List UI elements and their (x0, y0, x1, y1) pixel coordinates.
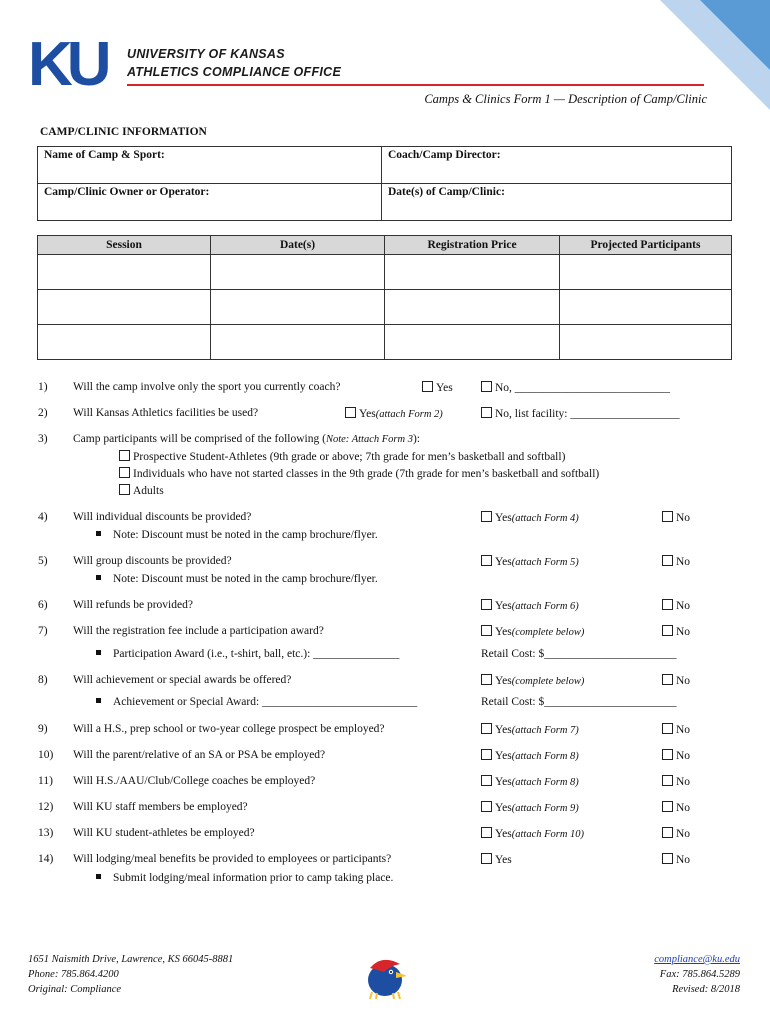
header-divider (127, 84, 704, 86)
q12-no-checkbox[interactable]: No (662, 801, 690, 814)
footer-fax: Fax: 785.864.5289 (659, 969, 740, 980)
q2-no-checkbox[interactable]: No, list facility: ___________________ (481, 407, 680, 420)
q14-yes-checkbox[interactable]: Yes (481, 853, 512, 866)
q7-yes-checkbox[interactable]: Yes(complete below) (481, 625, 584, 638)
camp-info-heading: CAMP/CLINIC INFORMATION (40, 126, 207, 138)
owner-field[interactable]: Camp/Clinic Owner or Operator: (38, 184, 382, 221)
table-row (38, 290, 732, 325)
q10-yes-checkbox[interactable]: Yes(attach Form 8) (481, 749, 579, 762)
q8-no-checkbox[interactable]: No (662, 674, 690, 687)
q13-no-checkbox[interactable]: No (662, 827, 690, 840)
footer-right (654, 952, 740, 997)
q7-award-field[interactable]: Participation Award (i.e., t-shirt, ball, etc.): _______________ (96, 648, 399, 660)
q12-yes-checkbox[interactable]: Yes(attach Form 9) (481, 801, 579, 814)
q11-no-checkbox[interactable]: No (662, 775, 690, 788)
q4-no-checkbox[interactable]: No (662, 511, 690, 524)
table-row (38, 255, 732, 290)
q9-yes-checkbox[interactable]: Yes(attach Form 7) (481, 723, 579, 736)
footer-address: 1651 Naismith Drive, Lawrence, KS 66045-8881 (28, 954, 234, 965)
footer-left (28, 952, 233, 997)
q14-no-checkbox[interactable]: No (662, 853, 690, 866)
jayhawk-mascot-icon (360, 954, 410, 1000)
session-table (37, 235, 732, 360)
q5-yes-checkbox[interactable]: Yes(attach Form 5) (481, 555, 579, 568)
ku-logo: KU (28, 30, 106, 99)
q1-no-checkbox[interactable]: No, ___________________________ (481, 381, 670, 394)
q9-no-checkbox[interactable]: No (662, 723, 690, 736)
q4-yes-checkbox[interactable]: Yes(attach Form 4) (481, 511, 579, 524)
q10-no-checkbox[interactable]: No (662, 749, 690, 762)
q1-yes-checkbox[interactable]: Yes (422, 381, 453, 394)
coach-field[interactable]: Coach/Camp Director: (382, 147, 732, 184)
q3-option-adults[interactable]: Adults (119, 484, 164, 497)
office-name: ATHLETICS COMPLIANCE OFFICE (127, 65, 342, 79)
dates-header: Date(s) (211, 236, 385, 255)
camp-info-table (37, 146, 732, 221)
footer-revised: Revised: 8/2018 (672, 984, 740, 995)
q6-yes-checkbox[interactable]: Yes(attach Form 6) (481, 599, 579, 612)
q11-yes-checkbox[interactable]: Yes(attach Form 8) (481, 775, 579, 788)
university-name: UNIVERSITY OF KANSAS (127, 47, 285, 61)
q8-award-field[interactable]: Achievement or Special Award: ___________________________ (96, 696, 417, 708)
q8-retail-field[interactable]: Retail Cost: $_______________________ (481, 696, 677, 708)
corner-decoration (640, 0, 770, 130)
q7-retail-field[interactable]: Retail Cost: $_______________________ (481, 648, 677, 660)
q13-yes-checkbox[interactable]: Yes(attach Form 10) (481, 827, 584, 840)
form-title: Camps & Clinics Form 1 — Description of Camp/Clinic (424, 92, 707, 106)
table-row (38, 325, 732, 360)
dates-field[interactable]: Date(s) of Camp/Clinic: (382, 184, 732, 221)
q4-note: Note: Discount must be noted in the camp brochure/flyer. (96, 529, 378, 541)
participants-header: Projected Participants (560, 236, 732, 255)
q8-yes-checkbox[interactable]: Yes(complete below) (481, 674, 584, 687)
q2-yes-checkbox[interactable]: Yes(attach Form 2) (345, 407, 443, 420)
q6-no-checkbox[interactable]: No (662, 599, 690, 612)
footer-phone: Phone: 785.864.4200 (28, 969, 119, 980)
q5-no-checkbox[interactable]: No (662, 555, 690, 568)
footer-original: Original: Compliance (28, 984, 122, 995)
q3-option-individuals[interactable]: Individuals who have not started classes in the 9th grade (7th grade for men’s basketball and softball) (119, 467, 599, 480)
price-header: Registration Price (385, 236, 560, 255)
footer-email-link[interactable]: compliance@ku.edu (654, 954, 740, 965)
q14-note: Submit lodging/meal information prior to camp taking place. (96, 872, 393, 884)
q3-option-psa[interactable]: Prospective Student-Athletes (9th grade or above; 7th grade for men’s basketball and softball) (119, 450, 565, 463)
session-header: Session (38, 236, 211, 255)
q7-no-checkbox[interactable]: No (662, 625, 690, 638)
camp-name-field[interactable]: Name of Camp & Sport: (38, 147, 382, 184)
q5-note: Note: Discount must be noted in the camp brochure/flyer. (96, 573, 378, 585)
